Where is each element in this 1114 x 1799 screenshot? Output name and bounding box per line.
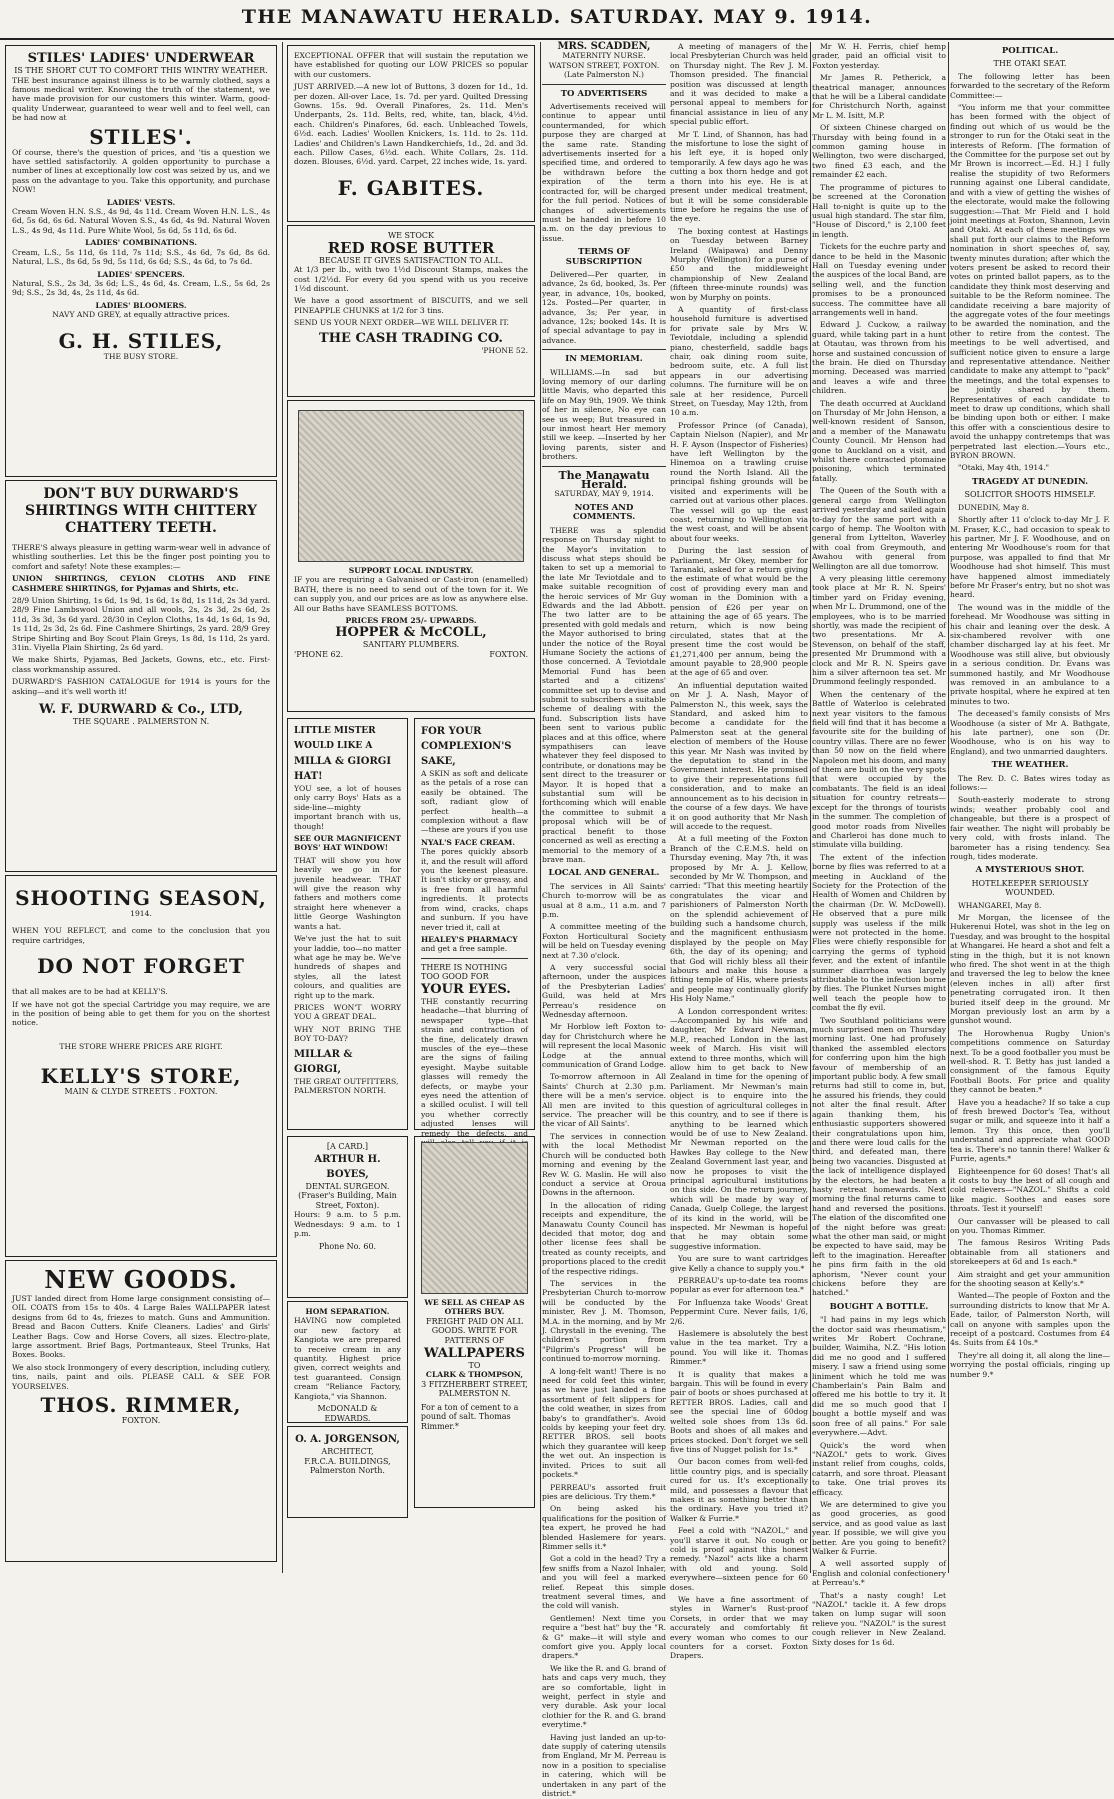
boyes-name: ARTHUR H. BOYES, xyxy=(314,1153,381,1180)
trag-head: TRAGEDY AT DUNEDIN. xyxy=(971,476,1089,487)
rimmer-firm: THOS. RIMMER, xyxy=(40,1393,242,1418)
column-1 xyxy=(2,42,280,1573)
complexion-ad xyxy=(414,718,535,1138)
paragraph: During the last session of Parliament, Mr Okey, member for Taranaki, asked for a return giving the estimate of what would be the cost of providing every man and woman in the Dominion with a pension of £26 per year on attaining the age of 65 years. The return, which is now being circulated, states that at the present time the cost would be £1,271,400 per annum, being the amount payable to 28,900 people at the age of 65 and over. xyxy=(670,546,808,678)
paragraph: A London correspondent writes:—Accompanied by his wife and daughter, Mr Edward Newman, M.P., reached London in the last week of March. His visit will extend to three months, which will allow him to get back to New Zealand in time for the opening of Parliament. Mr Newman's main object is to enquire into the question of agricultural colleges in this country, and to see if there is anything to be learned which would be of use to New Zealand. Mr Newman reported on the Hawkes Bay college to the New Zealand Government last year, and now he proposes to visit the principal agricultural institutions on this side. On the return journey, which will be made by way of Canada, Guelp College, the largest of its kind in the world, will be inspected. Mr Newman is hopeful that he may obtain some suggestive information. xyxy=(670,1006,808,1251)
butter-body: At 1/3 per lb., with two 1½d Discount Stamps, makes the cost 1/2½d. For every 6d you spend with us you receive 1½d discount. xyxy=(294,265,528,293)
paragraph: On being asked his qualifications for the position of tea expert, he proved he had blended Haslemere for years. Rimmer sells it.* xyxy=(542,1504,666,1551)
jorgenson-cred: F.R.C.A. BUILDINGS, xyxy=(304,1456,391,1466)
millar-addr: PALMERSTON NORTH. xyxy=(294,1085,387,1095)
jorgenson-trade: ARCHITECT, xyxy=(321,1447,374,1456)
paragraph: A very successful social afternoon, under the auspices of the Presbyterian Ladies' Guild, was held at Mrs Perreau's residence on Wednesday afternoon. xyxy=(542,962,666,1019)
kelly-line1: WHEN YOU REFLECT, and come to the conclusion that you require cartridges, xyxy=(12,926,270,945)
stiles-firm: G. H. STILES, xyxy=(58,328,224,353)
sep-body: HAVING now completed our new factory at Kangiota we are prepared to receive cream in any quantity. Highest price given, correct weights and test guaranteed. Consign cream "Reliance Factory, Kangiota," via Shannon. xyxy=(294,1316,401,1401)
clark-illustration xyxy=(421,1142,528,1294)
paragraph: To-morrow afternoon in All Saints' Church at 2.30 p.m. there will be a men's service. All men are invited to this service. The preacher will be the vicar of All Saints'. xyxy=(542,1072,666,1129)
column-5 xyxy=(812,42,946,1647)
boyes-hours: Hours: 9 a.m. to 5 p.m. Wednesdays: 9 a.m. to 1 p.m. xyxy=(294,1210,401,1239)
gabites-ad xyxy=(287,45,535,222)
bottle-paras xyxy=(812,1315,946,1647)
complexion-body2: The pores quickly absorb it, and the result will afford you the keenest pleasure. It isn't sticky or greasy, and is free from all harmful ingredients. It protects from wind, cracks, chaps and sunburn. If you have never tried it, call at xyxy=(421,847,528,932)
shot-head: A MYSTERIOUS SHOT. xyxy=(975,865,1085,876)
butter-phone: 'PHONE 52. xyxy=(481,345,528,355)
paragraph: Have you a headache? If so take a cup of fresh brewed Doctor's Tea, without sugar or milk, and squeeze into it half a lemon. Try this once, then you'll understand and appreciate what GOOD tea is. There's no tannin there! Walker & Furrie, agents.* xyxy=(950,1097,1110,1164)
local-head: LOCAL AND GENERAL. xyxy=(548,868,660,879)
butter-pre: WE STOCK xyxy=(387,231,435,240)
paragraph: Shortly after 11 o'clock to-day Mr J. F. M. Fraser, K.C., had occasion to speak to his partner, Mr J. F. Woodhouse, and on entering Mr Woodhouse's room for that purpose, was appalled to find that Mr Woodhouse had shot himself. This must have happened almost immediately before Mr Fraser's entry, but no shot was heard. xyxy=(950,515,1110,600)
paragraph: Eighteenpence for 60 doses! That's all it costs to buy the best of all cough and cold relievers—"NAZOL." Shifts a cold like magic. Soothes and eases sore throats. Test it yourself! xyxy=(950,1166,1110,1214)
scadden-late: (Late Palmerston N.) xyxy=(564,70,644,80)
butter-head: RED ROSE BUTTER xyxy=(327,238,495,257)
millar-body: YOU see, a lot of houses only carry Boys' Hats as a side-line—mighty important branch with us, though! xyxy=(294,784,401,831)
stiles-head: STILES' LADIES' UNDERWEAR xyxy=(27,51,255,66)
hopper-town: FOXTON. xyxy=(489,650,528,660)
millar-trade: THE GREAT OUTFITTERS, xyxy=(294,1076,399,1086)
paragraph: Two Southland politicians were much surprised men on Thursday morning last. One had profusely thanked the assembled electors for conferring upon him the high favour of membership of an important public body. A few small returns had still to come in, but, he assured his friends, they could not alter the final result. After again thanking them, his enthusiastic supporters showered their congratulations upon him, and there were loud calls for the third, and defeated man, there being two vacancies. Disgusted at the lack of intelligence displayed by the electors, he had beaten a hasty retreat homewards. Next morning the final returns came to hand and reversed the positions. The elation of the discomfited one of the night before was great: what the other man said, or might be expected to have said, may be left to the imagination. Hereafter he pins firm faith in the old aphorism, "Never count your chickens before they are hatched." xyxy=(812,1015,946,1298)
column-rule xyxy=(810,42,811,1573)
paragraph: A long-felt want! There is no need for cold feet this winter, as we have just landed a fine assortment of felt slippers for the cold weather, in sizes from baby's to grandfather's. Avoid colds by keeping your feet dry. RETTER BROS. sell boots which they guarantee will keep the wet out. An inspection is invited. Prices to suit all pockets.* xyxy=(542,1366,666,1480)
kelly-ad xyxy=(5,875,277,1257)
paragraph: Mr T. Lind, of Shannon, has had the misfortune to lose the sight of his left eye, it is hoped only temporarily. A few days ago he was cutting a box thorn hedge and got a thorn into his eye. He is at present under medical treatment, but it will be some considerable time before he regains the use of the eye. xyxy=(670,129,808,224)
vests-head: LADIES' VESTS. xyxy=(106,197,176,207)
complexion-end: and get a free sample. xyxy=(421,944,508,954)
paragraph: At a full meeting of the Foxton Branch of the C.E.M.S. held on Thursday evening, May 7th, it was proposed by Mr A. J. Kellow, seconded by Mr W. Thompson, and carried: "That this meeting heartily congratulates the vicar and parishioners of Palmerston North on the splendid achievement of building such a handsome church, and the magnificent enthusiasm displayed by the people on May 6th, the day of its opening; and that God will richly bless all their labours and make this house a fitting temple of His, where priests and people may continually glorify His Holy Name." xyxy=(670,834,808,1004)
stiles-intro: THE best insurance against illness is to be warmly clothed, says a famous medical writer. Knowing the truth of the statement, we have made provision for our customers this winter. Warm, good-quality Underwear, guaranteed to wear well and to feel well, can be had now at xyxy=(12,75,270,123)
paragraph: "You inform me that your committee has been formed with the object of finding out which of us would be the stronger to run for the Otaki seat in the interests of Reform. [The formation of the Committee for the purpose set out by Mr Brown is incorrect.—Ed. H.] I fully realise the stupidity of two Reformers running against one Liberal candidate, and with a view of getting the wishes of the electorate, would make the following suggestion:—That Mr Field and I hold joint meetings at Foxton, Shannon, Levin and Otaki. At each of these meetings we shall put forth our claims to the Reform nomination in short speeches of, say, twenty minutes duration; after which the voters present be asked to record their votes on printed ballot papers, as to the candidate they think most deserving and suitable to be the Reform nominee. The candidate receiving a bare majority of the aggregate votes of the four meetings to be awarded the nomination, and the other to retire from the contest. The meetings to be well advertised, and sufficient notice given to ensure a large and representative attendance. Neither candidate to make any attempt to "pack" the meetings, and the total expenses to be jointly shared by them. Representatives of each candidate to meet to draw up conditions, which shall be binding upon both or either. I make this offer with a conscientious desire to avoid the unhappy contretemps that was perpetrated last election.—Yours etc., BYRON BROWN. xyxy=(950,103,1110,461)
advertisers-head: TO ADVERTISERS xyxy=(560,88,648,99)
complexion-head: FOR YOUR COMPLEXION'S SAKE, xyxy=(421,726,512,767)
complexion-shop: HEALEY'S PHARMACY xyxy=(421,934,518,944)
stiles-ad xyxy=(5,45,277,477)
complexion-product: NYAL'S FACE CREAM. xyxy=(421,837,515,847)
durward-note: We make Shirts, Pyjamas, Bed Jackets, Gowns, etc., etc. First-class workmanship assured. xyxy=(12,655,270,674)
rimmer-addr: FOXTON. xyxy=(121,1416,161,1426)
eyes-big: YOUR EYES. xyxy=(421,981,511,997)
gabites-firm: F. GABITES. xyxy=(337,175,485,200)
column-rule xyxy=(948,42,949,1573)
boyes-trade: DENTAL SURGEON. xyxy=(305,1181,390,1191)
paragraph: A meeting of managers of the local Presbyterian Church was held on Thursday night. The Rev J. M. Thomson presided. The financial position was discussed at length and it was decided to make a personal appeal to members for financial assistance in lieu of any special public effort. xyxy=(670,42,808,127)
paper-title: The Manawatu Herald. xyxy=(558,468,650,492)
paragraph: Quick's the word when "NAZOL" gets to work. Gives instant relief from coughs, colds, catarrh, and sore throat. Pleasant to take. One trial proves its efficacy. xyxy=(812,1440,946,1497)
paragraph: Tickets for the euchre party and dance to be held in the Masonic Hall on Tuesday evening under the auspices of the local Band, are selling well, and the function promises to be a pronounced success. The committee have all arrangements well in hand. xyxy=(812,242,946,317)
memoriam-head: IN MEMORIAM. xyxy=(565,354,643,365)
kelly-big: DO NOT FORGET xyxy=(37,954,245,979)
paragraph: In the allocation of riding receipts and expenditure, the Manawatu County Council has decided that motor, dog and other license fees shall be treated as county receipts, and proportions placed to the credit of the respective ridings. xyxy=(542,1200,666,1276)
stiles-firm-sub: THE BUSY STORE. xyxy=(103,351,179,361)
trag-paras xyxy=(950,503,1110,757)
paragraph: Got a cold in the head? Try a few sniffs from a Nazol Inhaler, and you will feel a marked relief. Repeat this simple treatment several times, and the cold will vanish. xyxy=(542,1554,666,1611)
kelly-line3: If we have not got the special Cartridge you may require, we are in the position of being able to get them for you on the shortest notice. xyxy=(12,999,270,1028)
sep-ad xyxy=(287,1301,408,1423)
scadden-name: MRS. SCADDEN, xyxy=(557,41,651,52)
jorgenson-ad xyxy=(287,1426,408,1518)
col2-split-lower xyxy=(284,1133,538,1521)
stiles-sub: IS THE SHORT CUT TO COMFORT THIS WINTRY WEATHER. xyxy=(14,66,268,75)
boyes-ad xyxy=(287,1136,408,1298)
complexion-body: A SKIN as soft and delicate as the petals of a rose can easily be obtained. The soft, radiant glow of perfect health—a complexion without a flaw—these are yours if you use xyxy=(421,769,528,835)
paragraph: We are determined to give you as good groceries, as good service, and as good value as last year. If possible, we will give you better. Are you going to benefit? Walker & Furrie. xyxy=(812,1499,946,1556)
butter-send: SEND US YOUR NEXT ORDER—WE WILL DELIVER IT. xyxy=(294,318,509,328)
column-4 xyxy=(670,42,808,1661)
vests: Cream Woven H.N. S.S., 4s 9d, 4s 11d. Cream Woven H.N. L.S., 4s 6d, 5s 6d, 6s 6d. Natural Woven S.S., 4s 6d, 4s 9d. Natural Woven L.S., 4s 9d, 4s 11d. Pure White Wool, 5s 6d, 5s 11d, 6s 6d. xyxy=(12,207,270,235)
millar-ad xyxy=(287,718,408,1130)
masthead-title: THE MANAWATU HERALD. SATURDAY. MAY 9. 1914. xyxy=(241,6,873,28)
millar-firm: MILLAR & GIORGI, xyxy=(294,1048,353,1075)
jorgenson-addr: Palmerston North. xyxy=(310,1466,385,1476)
paragraph: WHANGAREI, May 8. xyxy=(958,900,1042,910)
paragraph: The Horowhenua Rugby Union's competitions commence on Saturday next. To be a good footballer you must be well-shod. R. T. Betty has just landed a consignment of the famous Equity Football Boots. For price and quality they cannot be beaten.* xyxy=(950,1028,1110,1095)
bloom: NAVY AND GREY, at equally attractive prices. xyxy=(52,310,230,320)
masthead xyxy=(0,6,1114,40)
stiles-price: Of course, there's the question of prices, and 'tis a question we have settled satisfactorily. A golden opportunity to purchase a number of lines at exceptionally low cost was seized by us, and we pass on the advantage to you. Take this opportunity, and purchase NOW! xyxy=(12,147,270,195)
paragraph: Mr Morgan, the licensee of the Hukerenui Hotel, was shot in the leg on Tuesday, and was brought to the hospital at Whangarei. He heard a shot and felt a sting in the thigh, but it is not known who fired. The shot went in at the thigh and traversed the leg to below the knee (eleven inches in all) after first penetrating corrugated iron. It then buried itself deep in the ground. Mr Morgan previously lost an arm by a gunshot wound. xyxy=(950,912,1110,1026)
paragraph: PERREAU's assorted fruit pies are delicious. Try them.* xyxy=(542,1482,666,1501)
paragraph: The services in connection with the local Methodist Church will be conducted both morning and evening by the Rev W. G. Maslin. He will also conduct a service at Oroua Downs in the afternoon. xyxy=(542,1131,666,1198)
paragraph: Aim straight and get your ammunition for the shooting season at Kelly's.* xyxy=(950,1269,1110,1288)
hopper-head: SUPPORT LOCAL INDUSTRY. xyxy=(348,566,474,575)
boyes-addr: (Fraser's Building, Main Street, Foxton). xyxy=(298,1191,397,1210)
comb-head: LADIES' COMBINATIONS. xyxy=(85,238,197,248)
paragraph: Our bacon comes from well-fed little country pigs, and is specially cured for us. It's exceptionally mild, and possesses a flavour that makes it as something better than the ordinary. Have you tried it? Walker & Furrie.* xyxy=(670,1457,808,1523)
paragraph: They're all doing it, all along the line—worrying the postal officials, ringing up number 9.* xyxy=(950,1350,1110,1379)
eyes-head: THERE IS NOTHING TOO GOOD FOR xyxy=(421,962,508,982)
notes-head: NOTES AND COMMENTS. xyxy=(572,502,636,523)
paragraph: The Queen of the South with a general cargo from Wellington arrived yesterday and sailed again to-day for the same port with a cargo of hemp. The Woolton with general from Lyttelton, Waverley with coal from Greymouth, and Awahou with general from Wellington are all due tomorrow. xyxy=(812,486,946,571)
butter-body2: We have a good assortment of BISCUITS, and we sell PINEAPPLE CHUNKS at 1/2 for 3 tins. xyxy=(294,296,528,315)
comb: Cream, L.S., 5s 11d, 6s 11d, 7s 11d; S.S., 4s 6d, 7s 6d, 8s 6d. Natural, L.S., 8s 6d, 5s 9d, 5s 11d, 6s 6d; S.S., 4s 6d, to 7s 6d. xyxy=(12,247,270,267)
kelly-line4: THE STORE WHERE PRICES ARE RIGHT. xyxy=(59,1041,223,1051)
paragraph: Edward J. Cuckow, a railway guard, while taking part in a hunt at Otautau, was thrown from his horse and sustained concussion of the brain. He died on Thursday morning. Deceased was married and leaves a wife and three children. xyxy=(812,320,946,396)
clark-to: TO xyxy=(468,1360,481,1370)
millar-why: WHY NOT BRING THE BOY TO-DAY? xyxy=(294,1024,401,1044)
paragraph: DUNEDIN, May 8. xyxy=(958,502,1030,512)
pol-sub: THE OTAKI SEAT. xyxy=(993,59,1067,69)
gabites-body: EXCEPTIONAL OFFER that will sustain the reputation we have established for quoting our LOW PRICES so popular with our customers. xyxy=(294,51,528,79)
butter-ad xyxy=(287,225,535,397)
paragraph: We have a fine assortment of styles in Warner's Rust-proof Corsets, in order that we may accurately and comfortably fit every woman who comes to our counters for a corset. Foxton Drapers. xyxy=(670,1595,808,1661)
durward-ad xyxy=(5,480,277,872)
spen: Natural, S.S., 2s 3d, 3s 6d; L.S., 4s 6d, 4s. Cream, L.S., 5s 6d, 2s 9d; S.S., 2s 3d, 4s, 2s 11d, 4s 6d. xyxy=(12,278,270,298)
paragraph: We like the R. and G. brand of hats and caps very much, they are so comfortable, light in weight, perfect in style and very durable. Ask your local clothier for the R. and G. brand everytime.* xyxy=(542,1663,666,1730)
advertisers-body: Advertisements received will continue to appear until countermanded, for which purpose they are charged at the same rate. Standing advertisements inserted for a specified time, and ordered to be withdrawn before the expiration of the term contracted for, will be charged for the full period. Notices of changes of advertisements must be handed in before 10 a.m. on the day previous to issue. xyxy=(542,102,666,243)
clark-head: WE SELL AS CHEAP AS OTHERS BUY. xyxy=(424,1298,525,1317)
millar-body3: We've just the hat to suit your laddie, too—no matter what age he may be. We've hundreds of shapes and styles, all the latest colours, and qualities are right up to the mark. xyxy=(294,934,401,1000)
kelly-year: 1914. xyxy=(130,909,152,918)
paragraph: The death occurred at Auckland on Thursday of Mr John Henson, a well-known resident of Sanson, and a member of the Manawatu County Council. Mr Henson had gone to Auckland on a visit, and whilst there contracted ptomaine poisoning, which terminated fatally. xyxy=(812,398,946,483)
sep-firm: McDONALD & EDWARDS. xyxy=(317,1404,378,1423)
memoriam-body: WILLIAMS.—In sad but loving memory of our darling little Mavis, who departed this life on May 9th, 1909. We think of her in silence, No eye can see us weep; But treasured in our inmost heart Her memory still we keep. —Inserted by her loving parents, sister and brothers. xyxy=(542,367,666,462)
column-3 xyxy=(542,41,667,1799)
durward-cat: DURWARD'S FASHION CATALOGUE for 1914 is yours for the asking—and it's well worth it! xyxy=(12,677,270,696)
paragraph: Gentlemen! Next time you require a "best hat" buy the "R. & G" make—it will style and comfort give you. Apply local drapers.* xyxy=(542,1613,666,1661)
millar-see: SEE OUR MAGNIFICENT BOYS' HAT WINDOW! xyxy=(294,834,401,853)
paragraph: The services in the Presbyterian Church to-morrow will be conducted by the minister, Rev J. M. Thomson, M.A. in the morning, and by Mr J. Chrystall in the evening. The children's portion from "Pilgrim's Progress" will be continued to-morrow morning. xyxy=(542,1278,666,1364)
kelly-firm: KELLY'S STORE, xyxy=(40,1064,242,1089)
paragraph: PERREAU's up-to-date tea rooms popular as ever for afternoon tea.* xyxy=(670,1276,808,1295)
paragraph: That's a nasty cough! Let "NAZOL" tackle it. A few drops taken on lump sugar will soon relieve you. "NAZOL" is the surest cough reliever in New Zealand. Sixty doses for 1s 6d. xyxy=(812,1590,946,1647)
durward-intro: THERE'S always pleasure in getting warm-wear well in advance of whistling southerlies. Let this be the finger post pointing you to comfort and safety! Note these examples:— xyxy=(12,543,270,571)
hopper-body: IF you are requiring a Galvanised or Cast-iron (enamelled) BATH, there is no need to send out of the town for it. We can supply you, and our prices are as low as anywhere else. All our Baths have SEAMLESS BOTTOMS. xyxy=(294,575,528,613)
bottle-head: BOUGHT A BOTTLE. xyxy=(829,1301,929,1312)
column-2 xyxy=(284,42,538,1573)
hopper-trade: SANITARY PLUMBERS. xyxy=(362,640,460,650)
weather-head: THE WEATHER. xyxy=(991,760,1069,771)
paragraph: The extent of the infection borne by flies was referred to at a meeting in Auckland of the Society for the Protection of the Health of Women and Children by the chairman (Dr. W. McDowell). He observed that a pure milk supply was useless if the milk were not protected in the home. Flies were chiefly responsible for carrying the germs of typhoid fever, and the extent of infantile summer diarrhoea was largely attributable to the infection borne by flies. The Plunket Nurses might well teach the people how to combat the fly evil. xyxy=(812,852,946,1013)
terms-body: Delivered—Per quarter, in advance, 2s 6d, booked, 3s. Per year, in advance, 10s, booked, 12s. Posted—Per quarter, in advance, 3s; Per year, in advance, 12s; booked 14s. It is of special advantage to pay in advance. xyxy=(542,269,666,345)
column-rule xyxy=(540,42,541,1573)
hopper-price: PRICES FROM 25/- UPWARDS. xyxy=(345,616,477,626)
clark-big: WALLPAPERS xyxy=(423,1345,525,1361)
paragraph: The Rev. D. C. Bates wires today as follows:— xyxy=(950,773,1110,793)
paragraph: Our canvasser will be pleased to call on you. Thomas Rimmer. xyxy=(950,1216,1110,1235)
paragraph: Having just landed an up-to-date supply of catering utensils from England, Mr M. Perreau is now in a position to specialise in catering, which will be undertaken in any part of the district.* xyxy=(542,1732,666,1799)
paragraph: The following letter has been forwarded to the secretary of the Reform Committee:— xyxy=(950,71,1110,100)
shot-sub: HOTELKEEPER SERIOUSLY WOUNDED. xyxy=(971,878,1089,898)
pol-head: POLITICAL. xyxy=(1001,46,1059,56)
paragraph: A quantity of first-class household furniture is advertised for private sale by Mrs W. Teviotdale, including a splendid piano, chesterfield, saddle bags chair, oak dining room suite, bedroom suite, etc. A full list appears in our advertising columns. The furniture will be on sale at her residence, Purcell Street, on Tuesday, May 12th, from 10 a.m. xyxy=(670,304,808,418)
paragraph: A well assorted supply of English and colonial confectionery at Perreau's.* xyxy=(812,1559,946,1588)
paragraph: The services in All Saints' Church to-morrow will be as usual at 8 a.m., 11 a.m. and 7 p.m. xyxy=(542,881,666,919)
rimmer-body: JUST landed direct from Home large consignment consisting of— OIL COATS from 15s to 40s. 4 Large Bales WALLPAPER latest designs from 6d to 4s, friezes to match. Guns and Ammunition. Bread and Bacon Cutters. Knife Cleaners. Ladies' and Girls' Leather Bags. Cow and Horse Covers, all sizes. Electro-plate, large assortment. Brief Bags, Portmanteaux, Steel Trunks, Hat Boxes. Books. xyxy=(12,1294,270,1360)
paragraph: You are sure to want cartridges give Kelly a chance to supply you.* xyxy=(670,1254,808,1273)
paragraph: "I had pains in my legs which the doctor said was rheumatism," writes Mr Robert Cochrane, builder, Waimiha, N.Z. "His lotion did me no good and I suffered misery. I saw a friend using some liniment which he told me was Chamberlain's Pain Balm and offered me his bottle to try it. It did me so much good that I bought a bottle myself and was soon free of all pains." For sale everywhere.—Advt. xyxy=(812,1315,946,1438)
paragraph: South-easterly moderate to strong winds; weather probably cool and changeable, but there is a prospect of fair weather. The night will probably be very cold, with frosts inland. The barometer has a rising tendency. Sea rough, tides moderate. xyxy=(950,795,1110,861)
millar-body2: THAT will show you how heavily we go in for juvenile headwear. THAT will give the reason why fathers and mothers come straight here whenever a little George Washington wants a hat. xyxy=(294,855,401,931)
clark-body: FREIGHT PAID ON ALL GOODS. WRITE FOR PATTERNS OF xyxy=(426,1316,523,1345)
col2-split xyxy=(284,715,538,1138)
millar-head2: MILLA & GIORGI HAT! xyxy=(294,756,392,782)
kelly-addr: MAIN & CLYDE STREETS . FOXTON. xyxy=(64,1087,218,1097)
rimmer-note: We also stock Ironmongery of every description, including cutlery, tins, nails, paint and oils. PLEASE CALL & SEE FOR YOURSELVES. xyxy=(12,1362,270,1391)
hopper-ad xyxy=(287,400,535,712)
gabites-just: JUST ARRIVED.—A new lot of Buttons, 3 dozen for 1d., 1d. per dozen. All-over Lace, 1s. 7d. per yard. Quilted Dressing Gowns. 15s. 9d. Overall Pinafores, 2s. 11d. Men's Underpants, 2s. 11d. Belts, red, white, tan, black, 4½d. each. Children's Pinafores, 6d. each. Unbleached Towels, 6½d. each. Ladies' Woollen Knickers, 1s. 11d. to 2s. 11d. Ladies' and Children's Lawn Handkerchiefs, 1d., 2d. and 3d. each. Pillow Cases, 6½d. each. White Collars, 2s. 11d. dozen. Blouses, 6½d. yard. Carpet, 22 inches wide, 1s. yard. xyxy=(294,82,528,167)
boyes-phone: Phone No. 60. xyxy=(318,1241,377,1251)
col2-lower-left xyxy=(284,1133,411,1521)
paragraph: The boxing contest at Hastings on Tuesday between Barney Ireland (Waipawa) and Denny Murphy (Wellington) for a purse of £50 and the middleweight championship of New Zealand (fifteen three-minute rounds) was won by Murphy on points. xyxy=(670,226,808,302)
paragraph: It is quality that makes a bargain. This will be found in every pair of boots or shoes purchased at RETTER BROS. Ladies, call and see the special line of 60dog welted sole shoes from 13s 6d. Boots and shoes of all makes and prices stocked. Don't forget we sell five tins of Nugget polish for 1s.* xyxy=(670,1369,808,1454)
durward-firm: W. F. DURWARD & Co., LTD, xyxy=(39,702,243,718)
col4-paras xyxy=(670,42,808,1661)
hopper-phone: 'PHONE 62. xyxy=(294,650,344,660)
paragraph: Mr Horblow left Foxton to-day for Christchurch where he will represent the local Masonic Lodge at the annual communication of Grand Lodge. xyxy=(542,1022,667,1070)
paragraph: "Otaki, May 4th, 1914." xyxy=(958,463,1049,473)
paragraph: The programme of pictures to be screened at the Coronation Hall to-night is quite up to the usual high standard. The star film, "House of Discord," is 2,100 feet in length. xyxy=(812,182,946,239)
paragraph: When the centenary of the Battle of Waterloo is celebrated next year visitors to the famous field will find that it has become a favourite site for the building of country villas. There are no fewer than 50 now on the field where Napoleon met his doom, and many of them are built on the very spots that were occupied by the combatants. The field is an ideal situation for country retreats—except for the throngs of tourists in the summer. The completion of good motor roads from Nivelles and Charleroi has done much to stimulate villa building. xyxy=(812,689,946,850)
clark-addr: 3 FITZHERBERT STREET, PALMERSTON N. xyxy=(421,1379,528,1399)
col5-paras xyxy=(812,42,946,1298)
durward-items: 28/9 Union Shirting, 1s 6d, 1s 9d, 1s 6d, 1s 8d, 1s 11d, 2s 3d yard. 28/9 Fine Lambswool Union and all wools, 2s, 2s 3d, 2s 6d, 2s 11d, 3s 3d, 3s 6d yard. 28/30 in Ceylon Cloths, 1s 4d, 1s 6d, 1s 9d, 1s 11d, 2s 3d, 2s 6d. Fine Cashmere Shirtings, 2s yard. 28/9 Grey Stripe Shirting and Boy Scout Plain Greys, 1s 8d, 1s 11d, 2s yard. 31in. Viyella Plain Shirting, 2s 6d yard. xyxy=(12,596,270,653)
kelly-line2: that all makes are to be had at KELLY'S. xyxy=(12,987,168,997)
column-6 xyxy=(950,42,1110,1573)
notes-body: THERE was a splendid response on Thursday night to the Mayor's invitation to discuss what steps should be taken to set up a memorial to the late Mr Teviotdale and to make suitable recognition of the heroic services of Mr Guy Edwards and the lad Abbott. The two latter are to be presented with gold medals and the Mayor authorised to bring under the notice of the Royal Humane Society the actions of those concerned. A Teviotdale Memorial Fund has been started and a citizens' committee set up to devise and submit to subscribers a suitable scheme of dealing with the fund. Subscription lists have been sent to various public places and at this office, where sympathisers can leave whatever they feel disposed to contribute, or donations may be sent direct to the treasurer or Mayor. It is hoped that a substantial sum will be forthcoming which will enable the committee to submit a proposal which will be of practical benefit to those concerned as well as erecting a memorial to the memory of a brave man. xyxy=(542,525,666,864)
paragraph: Wanted—The people of Foxton and the surrounding districts to know that Mr A. Eade, tailor, of Palmerston North, will call on anyone with samples upon the receipt of a postcard. Costumes from £4 4s. Suits from £4 10s.* xyxy=(950,1291,1110,1348)
paragraph: The deceased's family consists of Mrs Woodhouse (a sister of Mr A. Bathgate, his late partner), one son (Dr. Woodhouse, who is on his way to England), and two unmarried daughters. xyxy=(950,709,1110,756)
pol-paras xyxy=(950,72,1110,473)
eyes-body: THE constantly recurring headache—that blurring of newspaper type—that strain and contraction of the fine, delicately drawn muscles of the eye—these are the signs of failing eyesight. Maybe suitable glasses will remedy the defects, or maybe your eyes need the attention of a skilled oculist. I will tell you whether correctly adjusted lenses will remedy the defects, and xyxy=(421,996,528,1138)
scadden-trade: MATERNITY NURSE. xyxy=(562,51,646,61)
stiles-name: STILES'. xyxy=(89,124,193,149)
sep-head: HOM SEPARATION. xyxy=(305,1307,390,1316)
paragraph: Of sixteen Chinese charged on Thursday with being found in a common gaming house in Wellington, two were discharged, two fined £3 each, and the remainder £2 each. xyxy=(812,123,946,180)
clark-ad xyxy=(414,1136,535,1508)
paragraph: The wound was in the middle of the forehead. Mr Woodhouse was sitting in his chair and leaning over the desk. A six-chambered revolver with one chamber discharged lay at his feet. Mr Woodhouse was still alive, but obviously in a serious condition. Dr. Evans was summoned hastily, and Mr Woodhouse was removed in an ambulance to a private hospital, where he expired at ten minutes to two. xyxy=(950,602,1110,706)
durward-list-head: UNION SHIRTINGS, CEYLON CLOTHS AND FINE CASHMERE SHIRTINGS, for Pyjamas and Shirts, etc. xyxy=(12,574,270,593)
boyes-card: [A CARD.] xyxy=(326,1142,369,1151)
local-paras xyxy=(542,882,666,1799)
paper-date: SATURDAY, MAY 9, 1914. xyxy=(554,489,654,499)
kelly-head: SHOOTING SEASON, xyxy=(15,886,267,910)
shot-paras xyxy=(950,901,1110,1380)
paragraph: Feel a cold with "NAZOL," and you'll starve it out. No cough or cold is proof against this honest remedy. "Nazol" acts like a charm with old and young. Sold everywhere—sixteen pence for 60 doses. xyxy=(670,1526,808,1592)
paragraph: Haslemere is absolutely the best value in the tea market. Try a pound. You will like it. Thomas Rimmer.* xyxy=(670,1329,808,1367)
bloom-head: LADIES' BLOOMERS. xyxy=(95,300,187,310)
paragraph: A very pleasing little ceremony took place at Mr R. N. Speirs' timber yard on Friday evening, when Mr L. Drummond, one of the employees, who is to be married shortly, was made the recipient of two presentations. Mr A. Stevenson, on behalf of the staff, presented Mr Drummond with a clock and Mr R. N. Speirs gave him a silver afternoon tea set. Mr Drummond feelingly responded. xyxy=(812,573,946,687)
paragraph: An influential deputation waited on Mr J. A. Nash, Mayor of Palmerston N., this week, says the Standard, and asked him to become a candidate for the Palmerston seat at the general election of members of the House this year. Mr Nash was invited by the deputation to stand in the Government interest. He promised to give their representations full consideration, and to make an announcement as to his decision in the course of a few days. We have it on good authority that Mr Nash will accede to the request. xyxy=(670,680,808,831)
butter-sub: BECAUSE IT GIVES SATISFACTION TO ALL. xyxy=(319,255,503,265)
hopper-firm: HOPPER & McCOLL, xyxy=(335,625,487,641)
durward-head: DON'T BUY DURWARD'S SHIRTINGS WITH CHITTERY CHATTERY TEETH. xyxy=(25,486,257,536)
clark-tail: For a ton of cement to a pound of salt. Thomas Rimmer.* xyxy=(420,1402,519,1431)
scadden-addr: WATSON STREET, FOXTON. xyxy=(548,60,660,70)
bath-illustration xyxy=(298,410,524,562)
rimmer-head: NEW GOODS. xyxy=(44,1265,238,1294)
paragraph: Professor Prince (of Canada), Captain Nielson (Napier), and Mr H. F. Ayson (Inspector of Fisheries) have left Wellington by the Hinemoa on a trawling cruise round the North Island. All the principal fishing grounds will be visited and experiments will be carried out at various other places. The vessel will go up the east coast, returning to Wellington via the west coast, and will be absent about four weeks. xyxy=(670,420,808,543)
clark-firm: CLARK & THOMPSON, xyxy=(425,1370,523,1380)
paragraph: Mr W. H. Ferris, chief hemp grader, paid an official visit to Foxton yesterday. xyxy=(812,42,946,70)
terms-head: TERMS OF SUBSCRIPTION xyxy=(565,247,643,267)
spen-head: LADIES' SPENCERS. xyxy=(97,269,185,279)
rimmer-ad xyxy=(5,1260,277,1562)
paragraph: For Influenza take Woods' Great Peppermint Cure. Never fails, 1/6, 2/6. xyxy=(670,1297,808,1326)
column-rule xyxy=(282,42,283,1573)
millar-head: LITTLE MISTER WOULD LIKE A xyxy=(294,726,376,751)
jorgenson-name: O. A. JORGENSON, xyxy=(295,1434,400,1445)
paragraph: A committee meeting of the Foxton Horticultural Society will be held on Tuesday evening next at 7.30 o'clock. xyxy=(542,922,666,960)
durward-addr: THE SQUARE . PALMERSTON N. xyxy=(72,717,210,727)
paragraph: The famous Resiros Writing Pads obtainable from all stationers and storekeepers at 6d and 1s each.* xyxy=(950,1238,1110,1267)
paragraph: Mr James R. Petherick, a theatrical manager, announces that he will be a Liberal candidate for Christchurch North, against Mr L. M. Isitt, M.P. xyxy=(812,73,946,120)
millar-prices: PRICES WON'T WORRY YOU A GREAT DEAL. xyxy=(294,1002,401,1022)
weather-paras xyxy=(950,774,1110,862)
butter-firm: THE CASH TRADING CO. xyxy=(319,330,503,346)
trag-sub: SOLICITOR SHOOTS HIMSELF. xyxy=(964,490,1096,500)
